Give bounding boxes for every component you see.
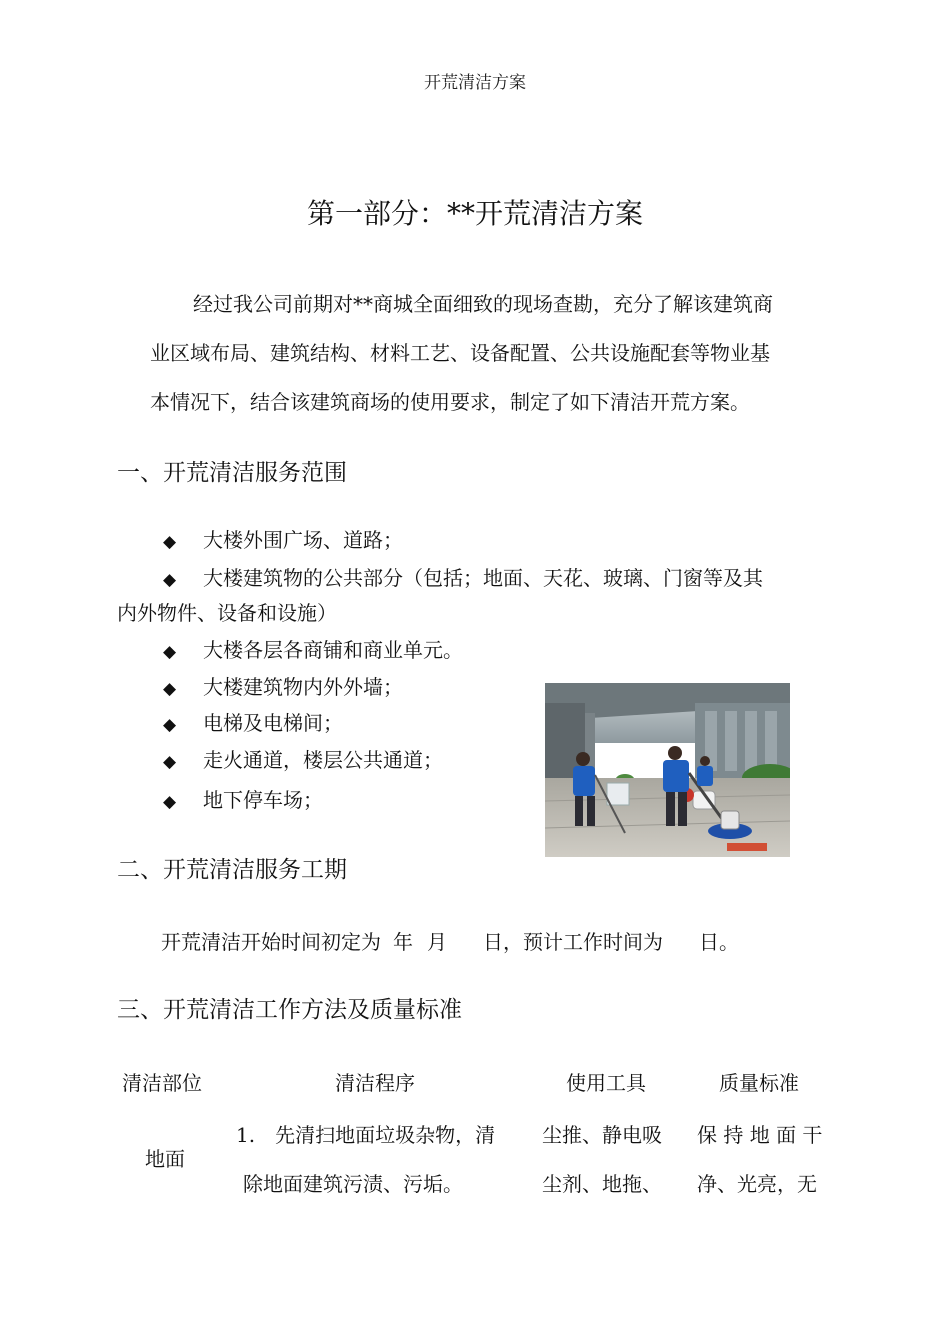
scope-item [163, 784, 323, 813]
scope-item-text: 大楼建筑物的公共部分（包括；地面、天花、玻璃、门窗等及其 [203, 566, 763, 590]
intro-line-3: 本情况下，结合该建筑商场的使用要求，制定了如下清洁开荒方案。 [150, 390, 750, 414]
section-heading-schedule: 二、开荒清洁服务工期 [117, 857, 347, 883]
table-header-tools: 使用工具 [566, 1071, 646, 1095]
document-title: 第一部分：**开荒清洁方案 [306, 197, 643, 230]
section-heading-scope: 一、开荒清洁服务范围 [117, 460, 347, 486]
schedule-month: 月 [427, 930, 447, 954]
scope-item [163, 671, 403, 700]
intro-line-2: 业区域布局、建筑结构、材料工艺、设备配置、公共设施配套等物业基 [150, 341, 770, 365]
table-cell-standard-line2: 净、光亮，无 [697, 1172, 817, 1196]
scope-item-text: 大楼外围广场、道路； [203, 528, 403, 552]
table-cell-standard-line1: 保 持 地 面 干 [697, 1123, 823, 1147]
table-header-procedure: 清洁程序 [335, 1071, 415, 1095]
table-cell-procedure-line2: 除地面建筑污渍、污垢。 [243, 1172, 463, 1196]
table-header-standard: 质量标准 [719, 1071, 799, 1095]
table-header-area: 清洁部位 [122, 1071, 202, 1095]
diamond-bullet-icon: ◆ [163, 792, 177, 812]
table-cell-area: 地面 [145, 1147, 185, 1171]
scope-item-text: 电梯及电梯间； [203, 711, 343, 735]
diamond-bullet-icon: ◆ [163, 570, 177, 590]
scope-item-text: 大楼建筑物内外外墙； [203, 675, 403, 699]
scope-item [163, 524, 403, 553]
cleaning-workers-photo [545, 683, 790, 857]
running-header: 开荒清洁方案 [424, 73, 526, 93]
schedule-sentence [161, 926, 739, 955]
table-cell-procedure-line1: 1. 先清扫地面垃圾杂物，清 [236, 1123, 496, 1147]
schedule-text-start: 开荒清洁开始时间初定为 [161, 930, 381, 954]
schedule-year: 年 [393, 930, 413, 954]
scope-item [163, 707, 343, 736]
schedule-day: 日。 [699, 930, 739, 954]
schedule-text-duration: 日，预计工作时间为 [483, 930, 663, 954]
scope-item-text: 走火通道，楼层公共通道； [203, 748, 443, 772]
table-cell-tools-line2: 尘剂、地拖、 [542, 1172, 662, 1196]
scope-item [163, 634, 463, 663]
table-cell-tools-line1: 尘推、静电吸 [542, 1123, 662, 1147]
scope-item-text: 大楼各层各商铺和商业单元。 [203, 638, 463, 662]
scope-item-text: 地下停车场； [203, 788, 323, 812]
intro-line-1: 经过我公司前期对**商城全面细致的现场查勘，充分了解该建筑商 [193, 292, 773, 316]
diamond-bullet-icon: ◆ [163, 679, 177, 699]
diamond-bullet-icon: ◆ [163, 752, 177, 772]
diamond-bullet-icon: ◆ [163, 715, 177, 735]
diamond-bullet-icon: ◆ [163, 642, 177, 662]
section-heading-methods: 三、开荒清洁工作方法及质量标准 [117, 997, 462, 1023]
scope-item-continuation: 内外物件、设备和设施） [117, 601, 337, 625]
scope-item [163, 744, 443, 773]
scope-item [163, 562, 763, 591]
diamond-bullet-icon: ◆ [163, 532, 177, 552]
